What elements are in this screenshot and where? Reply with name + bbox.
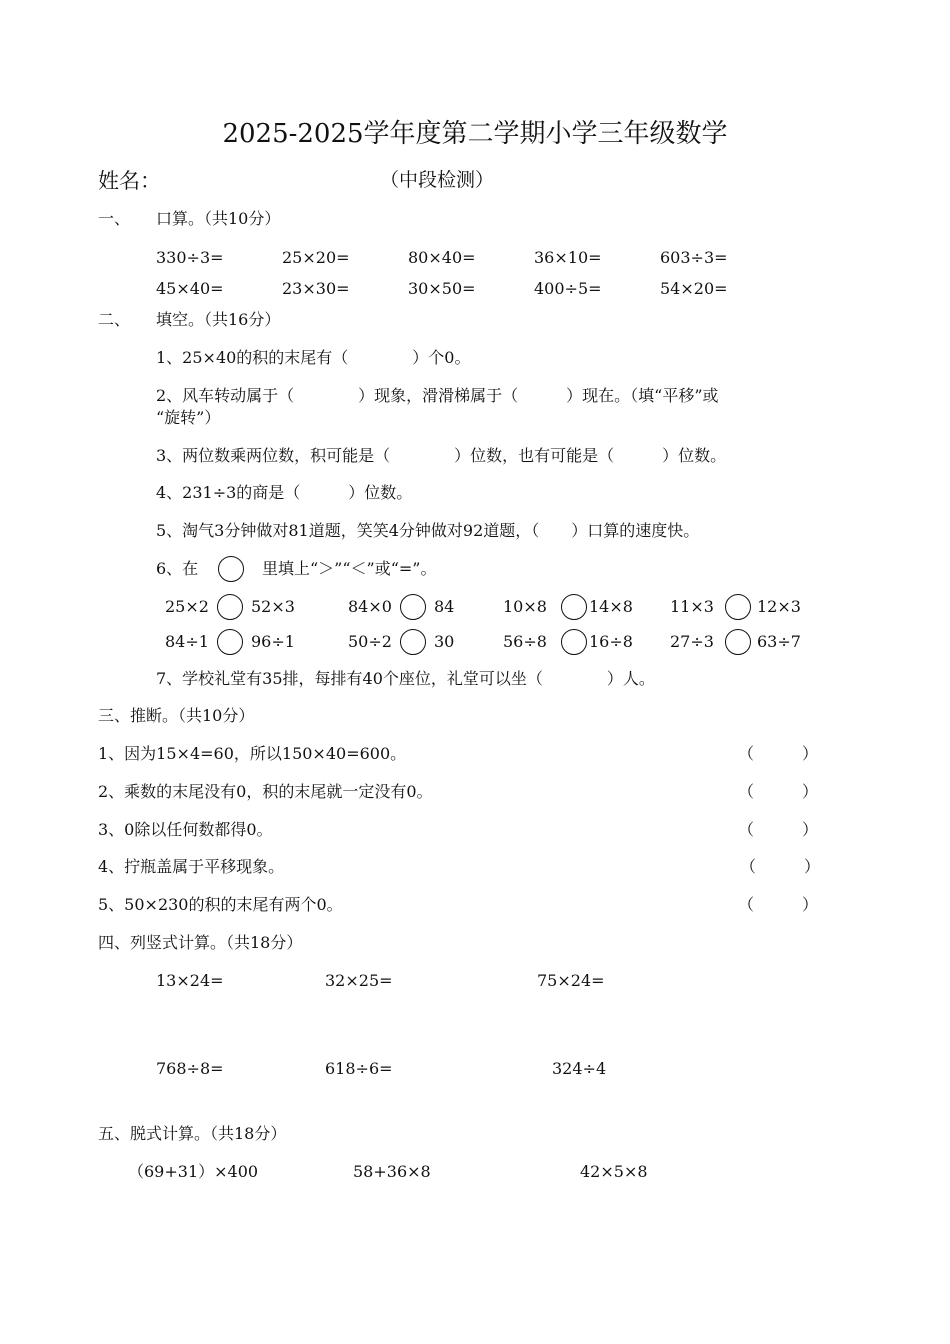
section-5-heading: 五、脱式计算。（共18分） <box>98 1124 287 1143</box>
compare-left: 84×0 <box>348 597 392 616</box>
vertical-calc-item: 618÷6= <box>325 1059 393 1078</box>
step-calc-item: 42×5×8 <box>580 1162 648 1181</box>
compare-circle[interactable] <box>725 629 751 655</box>
name-label: 姓名： <box>98 169 161 193</box>
fill-blank-q2-cont: “旋转”） <box>156 408 221 427</box>
section-1-heading: 口算。（共10分） <box>156 209 281 228</box>
section-2-number: 二、 <box>98 310 131 329</box>
compare-right: 96÷1 <box>251 632 295 651</box>
fill-blank-q4: 4、231÷3的商是（ ）位数。 <box>156 483 413 502</box>
judge-item: 3、0除以任何数都得0。 <box>98 820 273 839</box>
oral-calc-item: 30×50= <box>408 279 476 298</box>
vertical-calc-item: 32×25= <box>325 971 393 990</box>
compare-right: 63÷7 <box>757 632 801 651</box>
judge-item: 2、乘数的末尾没有0，积的末尾就一定没有0。 <box>98 782 433 801</box>
compare-left: 11×3 <box>670 597 714 616</box>
compare-right: 30 <box>434 632 455 651</box>
compare-right: 52×3 <box>251 597 295 616</box>
subtitle: （中段检测） <box>380 169 495 191</box>
oral-calc-item: 54×20= <box>660 279 728 298</box>
compare-left: 27÷3 <box>670 632 714 651</box>
answer-bracket[interactable]: （ ） <box>738 895 819 914</box>
section-2-heading: 填空。（共16分） <box>156 310 281 329</box>
judge-item: 1、因为15×4=60，所以150×40=600。 <box>98 744 407 763</box>
compare-circle[interactable] <box>561 594 587 620</box>
compare-left: 50÷2 <box>348 632 392 651</box>
fill-blank-q3: 3、两位数乘两位数，积可能是（ ）位数，也有可能是（ ）位数。 <box>156 446 727 465</box>
vertical-calc-item: 75×24= <box>537 971 605 990</box>
fill-blank-q6: 6、在 <box>156 559 199 578</box>
compare-circle[interactable] <box>217 629 243 655</box>
vertical-calc-item: 768÷8= <box>156 1059 224 1078</box>
compare-circle[interactable] <box>725 594 751 620</box>
compare-right: 16÷8 <box>589 632 633 651</box>
answer-bracket[interactable]: （ ） <box>740 857 821 876</box>
judge-item: 5、50×230的积的末尾有两个0。 <box>98 895 343 914</box>
page-title: 2025-2025学年度第二学期小学三年级数学 <box>222 119 728 149</box>
vertical-calc-item: 13×24= <box>156 971 224 990</box>
compare-left: 25×2 <box>165 597 209 616</box>
oral-calc-item: 603÷3= <box>660 248 728 267</box>
compare-right: 12×3 <box>757 597 801 616</box>
section-1-number: 一、 <box>98 209 131 228</box>
oral-calc-item: 36×10= <box>534 248 602 267</box>
compare-left: 10×8 <box>503 597 547 616</box>
compare-circle[interactable] <box>400 594 426 620</box>
answer-bracket[interactable]: （ ） <box>738 820 819 839</box>
compare-circle[interactable] <box>218 556 244 582</box>
fill-blank-q6-instruction: 里填上“＞”“＜”或“=”。 <box>262 559 437 578</box>
judge-item: 4、拧瓶盖属于平移现象。 <box>98 857 285 876</box>
compare-left: 84÷1 <box>165 632 209 651</box>
compare-circle[interactable] <box>400 629 426 655</box>
fill-blank-q7: 7、学校礼堂有35排，每排有40个座位，礼堂可以坐（ ）人。 <box>156 669 655 688</box>
section-3-heading: 三、推断。（共10分） <box>98 706 255 725</box>
fill-blank-q5: 5、淘气3分钟做对81道题，笑笑4分钟做对92道题，（ ）口算的速度快。 <box>156 521 700 540</box>
oral-calc-item: 45×40= <box>156 279 224 298</box>
oral-calc-item: 80×40= <box>408 248 476 267</box>
vertical-calc-item: 324÷4 <box>552 1059 607 1078</box>
oral-calc-item: 25×20= <box>282 248 350 267</box>
section-4-heading: 四、列竖式计算。（共18分） <box>98 933 303 952</box>
step-calc-item: （69+31）×400 <box>128 1162 259 1181</box>
compare-circle[interactable] <box>561 629 587 655</box>
fill-blank-q2: 2、风车转动属于（ ）现象，滑滑梯属于（ ）现在。（填“平移”或 <box>156 386 719 405</box>
oral-calc-item: 400÷5= <box>534 279 602 298</box>
oral-calc-item: 330÷3= <box>156 248 224 267</box>
compare-right: 14×8 <box>589 597 633 616</box>
compare-right: 84 <box>434 597 455 616</box>
step-calc-item: 58+36×8 <box>353 1162 431 1181</box>
compare-left: 56÷8 <box>503 632 547 651</box>
compare-circle[interactable] <box>217 594 243 620</box>
fill-blank-q1: 1、25×40的积的末尾有（ ）个0。 <box>156 348 471 367</box>
oral-calc-item: 23×30= <box>282 279 350 298</box>
answer-bracket[interactable]: （ ） <box>738 744 819 763</box>
answer-bracket[interactable]: （ ） <box>738 782 819 801</box>
